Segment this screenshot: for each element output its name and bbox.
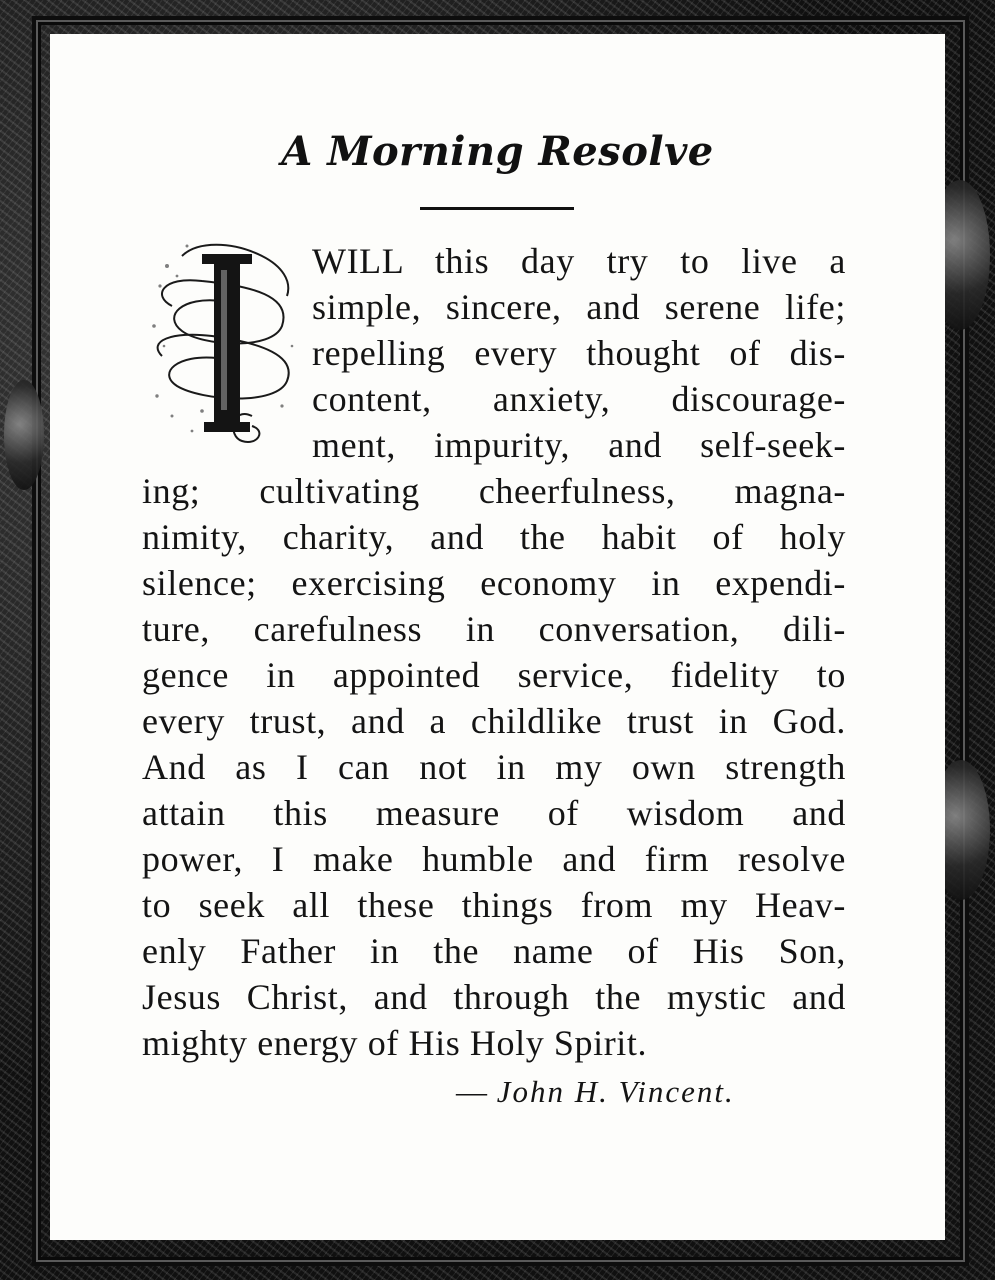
body-line: nimity, charity, and the habit of holy: [142, 517, 846, 557]
body-line: simple, sincere, and serene life;: [312, 287, 846, 327]
body-line: content, anxiety, discourage-: [312, 379, 846, 419]
body-line: every trust, and a childlike trust in God.: [142, 701, 846, 741]
page-title: A Morning Resolve: [281, 128, 714, 175]
title-rule: [420, 207, 574, 210]
attribution-dash: —: [456, 1074, 488, 1109]
body-line: power, I make humble and firm resolve: [142, 839, 846, 879]
body-line: gence in appointed service, fidelity to: [142, 655, 846, 695]
body-line: to seek all these things from my Heav-: [142, 885, 846, 925]
body-line: attain this measure of wisdom and: [142, 793, 846, 833]
body-line: And as I can not in my own strength: [142, 747, 846, 787]
body-line: ing; cultivating cheerfulness, magna-: [142, 471, 846, 511]
body-line: ment, impurity, and self-seek-: [312, 425, 846, 465]
body-line: WILL this day try to live a: [312, 241, 846, 281]
drop-cap-initial: [142, 236, 302, 458]
body-line: repelling every thought of dis-: [312, 333, 846, 373]
attribution-author: John H. Vincent.: [496, 1074, 735, 1109]
body-line: mighty energy of His Holy Spirit.: [142, 1023, 648, 1063]
body-line: ture, carefulness in conversation, dili-: [142, 609, 846, 649]
attribution: [456, 1074, 735, 1110]
body-line: enly Father in the name of His Son,: [142, 931, 846, 971]
body-line: Jesus Christ, and through the mystic and: [142, 977, 846, 1017]
frame-ornament-left: [4, 380, 44, 490]
body-line: silence; exercising economy in expendi-: [142, 563, 846, 603]
